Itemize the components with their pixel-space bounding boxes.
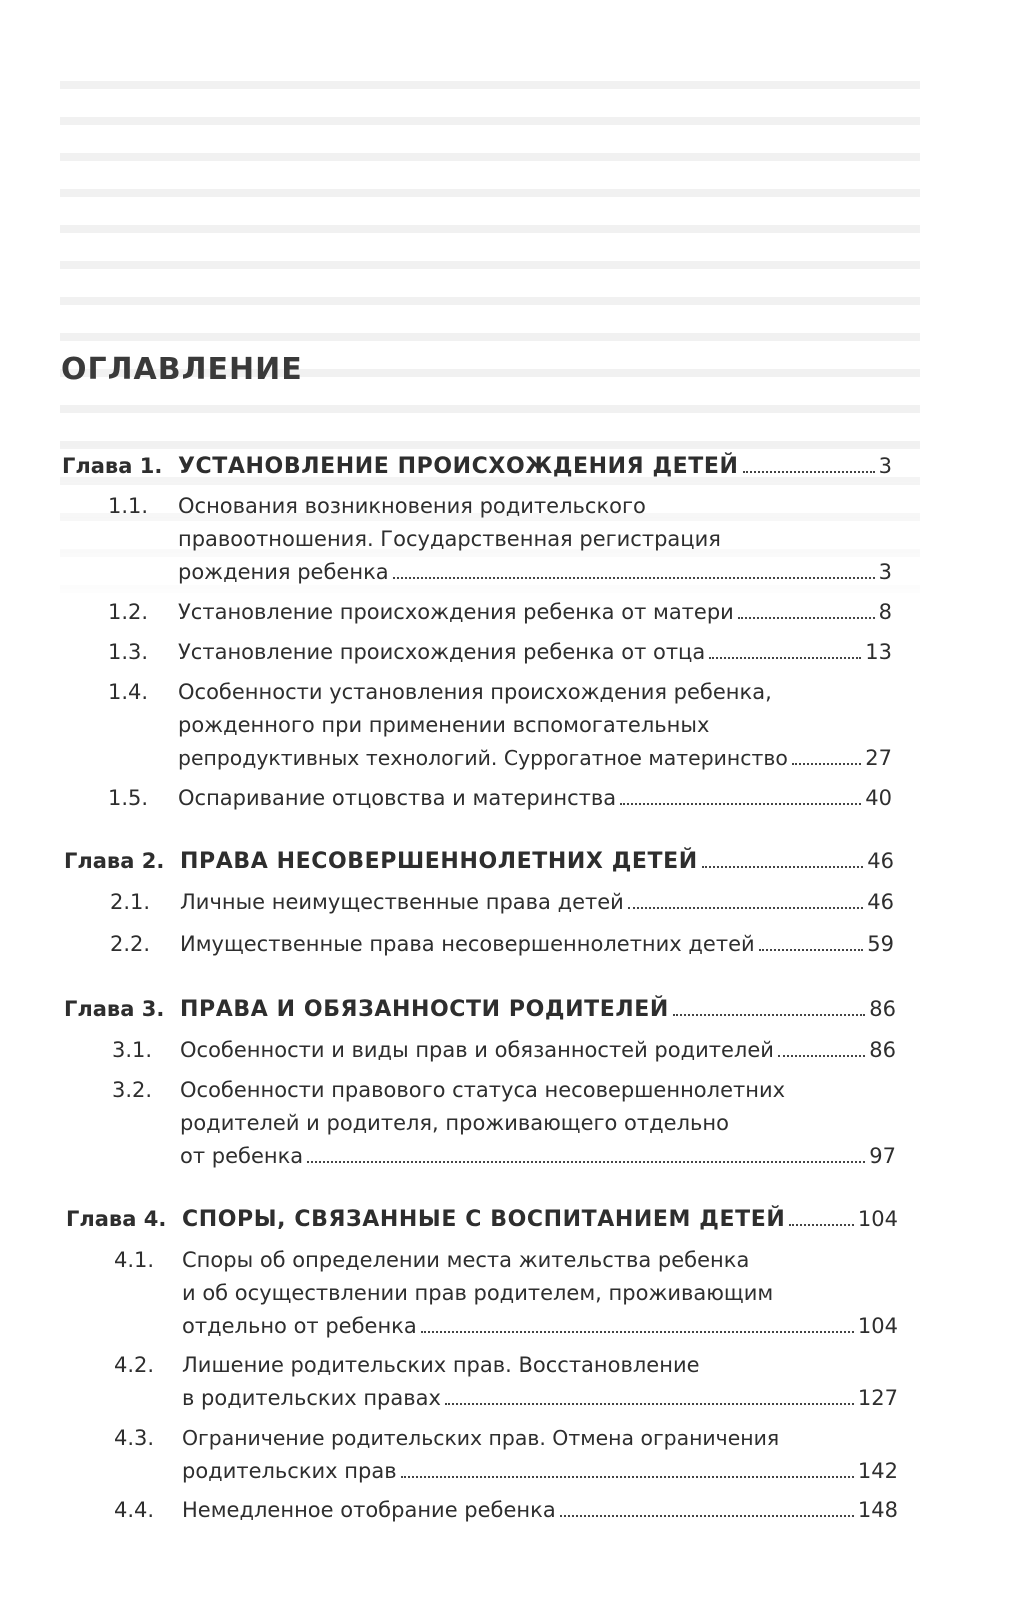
- section-title-line: рождения ребенка: [178, 560, 389, 584]
- page-number: 27: [865, 746, 892, 770]
- page-number: 13: [865, 640, 892, 664]
- toc-section-4-1[interactable]: [114, 1244, 749, 1277]
- section-title-line: родительских прав: [182, 1459, 397, 1483]
- toc-section-3-2[interactable]: [112, 1074, 785, 1107]
- section-title-line: Основания возникновения родительского: [178, 494, 646, 518]
- toc-section-4-2[interactable]: [114, 1349, 700, 1382]
- toc-section-1-1[interactable]: [108, 490, 646, 523]
- toc-section-2-2[interactable]: [110, 928, 894, 961]
- section-label: 4.2.: [114, 1353, 155, 1377]
- section-title-line: Лишение родительских прав. Восстановление: [182, 1353, 700, 1377]
- leader-dots: [445, 1402, 854, 1405]
- leader-dots: [778, 1054, 865, 1057]
- leader-dots: [673, 1013, 865, 1016]
- leader-dots: [421, 1330, 854, 1333]
- leader-dots: [702, 865, 863, 868]
- toc-chapter-2[interactable]: [64, 845, 894, 878]
- toc-section-4-2-last: [182, 1382, 898, 1415]
- page-number: 86: [869, 997, 896, 1021]
- toc-chapter-3[interactable]: [64, 993, 896, 1026]
- page-number: 3: [878, 560, 892, 584]
- toc-section-1-1-cont: [178, 523, 721, 556]
- chapter-label: Глава 1.: [62, 454, 163, 478]
- leader-dots: [560, 1514, 854, 1517]
- chapter-label: Глава 3.: [64, 997, 165, 1021]
- section-title-line: отдельно от ребенка: [182, 1314, 417, 1338]
- page-number: 40: [865, 786, 892, 810]
- leader-dots: [709, 656, 861, 659]
- section-title-line: Личные неимущественные права детей: [180, 890, 624, 914]
- section-title-line: Особенности и виды прав и обязанностей родителей: [180, 1038, 774, 1062]
- toc-section-1-4-cont: [178, 709, 709, 742]
- toc-heading: ОГЛАВЛЕНИЕ: [61, 352, 303, 387]
- toc-section-1-2[interactable]: [108, 596, 892, 629]
- chapter-label: Глава 4.: [66, 1207, 167, 1231]
- section-title-line: Имущественные права несовершеннолетних детей: [180, 932, 755, 956]
- section-label: 1.4.: [108, 680, 149, 704]
- chapter-title: СПОРЫ, СВЯЗАННЫЕ С ВОСПИТАНИЕМ ДЕТЕЙ: [182, 1207, 786, 1232]
- toc-section-1-5[interactable]: [108, 782, 892, 815]
- leader-dots: [789, 1223, 854, 1226]
- toc-section-3-2-last: [180, 1140, 896, 1173]
- leader-dots: [393, 576, 875, 579]
- toc-section-4-3-last: [182, 1455, 898, 1488]
- toc-section-2-1[interactable]: [110, 886, 894, 919]
- page-number: 86: [869, 1038, 896, 1062]
- leader-dots: [743, 470, 875, 473]
- page-number: 59: [867, 932, 894, 956]
- chapter-title: ПРАВА И ОБЯЗАННОСТИ РОДИТЕЛЕЙ: [180, 997, 669, 1022]
- toc-section-4-3[interactable]: [114, 1422, 779, 1455]
- chapter-title: ПРАВА НЕСОВЕРШЕННОЛЕТНИХ ДЕТЕЙ: [180, 849, 698, 874]
- toc-section-1-3[interactable]: [108, 636, 892, 669]
- leader-dots: [738, 616, 875, 619]
- section-title-line: и об осуществлении прав родителем, проживающим: [182, 1281, 774, 1305]
- section-title-line: Споры об определении места жительства ребенка: [182, 1248, 750, 1272]
- page-number: 148: [857, 1498, 898, 1522]
- section-label: 4.4.: [114, 1498, 155, 1522]
- toc-section-4-1-cont: [182, 1277, 773, 1310]
- page-number: 46: [867, 849, 894, 873]
- section-title-line: правоотношения. Государственная регистрация: [178, 527, 721, 551]
- section-label: 3.1.: [112, 1038, 153, 1062]
- section-label: 1.1.: [108, 494, 149, 518]
- leader-dots: [759, 948, 864, 951]
- leader-dots: [628, 906, 863, 909]
- chapter-label: Глава 2.: [64, 849, 165, 873]
- section-title-line: в родительских правах: [182, 1386, 441, 1410]
- leader-dots: [307, 1160, 865, 1163]
- section-label: 4.3.: [114, 1426, 155, 1450]
- section-label: 4.1.: [114, 1248, 155, 1272]
- section-title-line: рожденного при применении вспомогательных: [178, 713, 710, 737]
- toc-chapter-4[interactable]: [66, 1203, 898, 1236]
- page-number: 142: [857, 1459, 898, 1483]
- section-title-line: Особенности правового статуса несовершеннолетних: [180, 1078, 786, 1102]
- toc-section-4-1-last: [182, 1310, 898, 1343]
- section-title-line: Особенности установления происхождения ребенка,: [178, 680, 772, 704]
- leader-dots: [792, 762, 861, 765]
- toc-section-3-2-cont: [180, 1107, 729, 1140]
- page-number: 97: [869, 1144, 896, 1168]
- page-number: 104: [857, 1314, 898, 1338]
- section-title-line: Немедленное отобрание ребенка: [182, 1498, 556, 1522]
- page-number: 46: [867, 890, 894, 914]
- chapter-title: УСТАНОВЛЕНИЕ ПРОИСХОЖДЕНИЯ ДЕТЕЙ: [178, 454, 739, 479]
- section-label: 2.1.: [110, 890, 151, 914]
- section-title-line: репродуктивных технологий. Суррогатное материнство: [178, 746, 788, 770]
- section-title-line: Установление происхождения ребенка от отца: [178, 640, 706, 664]
- page-number: 104: [857, 1207, 898, 1231]
- page-number: 3: [878, 454, 892, 478]
- leader-dots: [620, 802, 861, 805]
- leader-dots: [401, 1475, 854, 1478]
- toc-section-4-4[interactable]: [114, 1494, 898, 1527]
- page-number: 127: [857, 1386, 898, 1410]
- section-label: 1.5.: [108, 786, 149, 810]
- section-label: 1.2.: [108, 600, 149, 624]
- section-title-line: Оспаривание отцовства и материнства: [178, 786, 617, 810]
- section-title-line: Установление происхождения ребенка от матери: [178, 600, 734, 624]
- section-label: 3.2.: [112, 1078, 153, 1102]
- section-label: 2.2.: [110, 932, 151, 956]
- toc-section-1-4-last: [178, 742, 892, 775]
- section-label: 1.3.: [108, 640, 149, 664]
- toc-section-1-1-last: [178, 556, 892, 589]
- toc-section-3-1[interactable]: [112, 1034, 896, 1067]
- section-title-line: Ограничение родительских прав. Отмена ограничения: [182, 1426, 780, 1450]
- toc-section-1-4[interactable]: [108, 676, 772, 709]
- section-title-line: от ребенка: [180, 1144, 304, 1168]
- section-title-line: родителей и родителя, проживающего отдельно: [180, 1111, 729, 1135]
- page-number: 8: [878, 600, 892, 624]
- toc-chapter-1[interactable]: [62, 450, 892, 483]
